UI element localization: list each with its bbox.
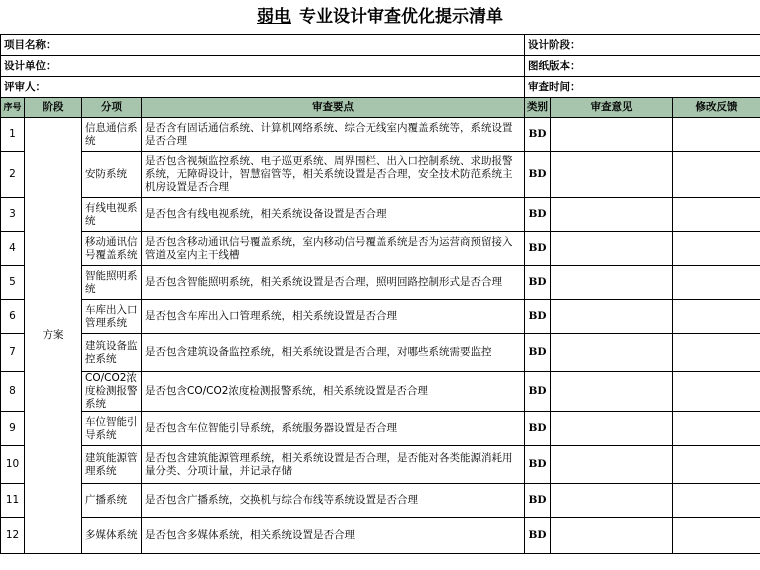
row-item: 移动通讯信号覆盖系统: [82, 232, 142, 266]
row-review-point: 是否含有固话通信系统、计算机网络系统、综合无线室内覆盖系统等，系统设置是否合理: [142, 118, 525, 152]
row-number: 10: [1, 446, 25, 484]
row-item: 广播系统: [82, 484, 142, 518]
row-category: BD: [525, 446, 551, 484]
table-row: [1, 266, 760, 300]
row-review-point: 是否包含移动通讯信号覆盖系统，室内移动信号覆盖系统是否为运营商预留接入管道及室内主干线槽: [142, 232, 525, 266]
row-number: 5: [1, 266, 25, 300]
row-number: 9: [1, 412, 25, 446]
row-number: 2: [1, 152, 25, 198]
row-category: BD: [525, 152, 551, 198]
table-row: [1, 484, 760, 518]
row-number: 7: [1, 334, 25, 372]
header-opinion: 审查意见: [551, 98, 673, 118]
header-row: [1, 98, 760, 118]
row-feedback-cell[interactable]: [673, 300, 760, 334]
row-review-point: 是否包含多媒体系统，相关系统设置是否合理: [142, 518, 525, 554]
row-review-point: 是否包含视频监控系统、电子巡更系统、周界围栏、出入口控制系统、求助报警系统，无障碍设计，智慧宿管等，相关系统设置是否合理，安全技术防范系统主机房设置是否合理: [142, 152, 525, 198]
row-category: BD: [525, 118, 551, 152]
table-row: [1, 152, 760, 198]
title-text: 专业设计审查优化提示清单: [299, 7, 503, 27]
row-item: 多媒体系统: [82, 518, 142, 554]
row-feedback-cell[interactable]: [673, 518, 760, 554]
title-discipline: 弱电: [257, 7, 291, 27]
row-review-point: 是否包含建筑能源管理系统，相关系统设置是否合理，是否能对各类能源消耗用量分类、分项计量，并记录存储: [142, 446, 525, 484]
row-opinion-cell[interactable]: [551, 446, 673, 484]
sheet-title: [0, 0, 760, 34]
table-row: [1, 232, 760, 266]
design-unit-label: 设计单位：: [1, 56, 525, 77]
table-row: [1, 300, 760, 334]
drawing-version-label: 图纸版本：: [525, 56, 760, 77]
table-row: [1, 372, 760, 412]
header-points: 审查要点: [142, 98, 525, 118]
row-item: 建筑能源管理系统: [82, 446, 142, 484]
row-feedback-cell[interactable]: [673, 232, 760, 266]
row-number: 6: [1, 300, 25, 334]
row-feedback-cell[interactable]: [673, 118, 760, 152]
row-category: BD: [525, 300, 551, 334]
info-row-2: [1, 56, 760, 77]
row-feedback-cell[interactable]: [673, 484, 760, 518]
row-opinion-cell[interactable]: [551, 118, 673, 152]
row-feedback-cell[interactable]: [673, 446, 760, 484]
header-category: 类别: [525, 98, 551, 118]
row-feedback-cell[interactable]: [673, 152, 760, 198]
row-item: 有线电视系统: [82, 198, 142, 232]
row-review-point: 是否包含广播系统，交换机与综合布线等系统设置是否合理: [142, 484, 525, 518]
review-table: [0, 34, 760, 554]
reviewer-label: 评审人：: [1, 77, 525, 98]
row-number: 12: [1, 518, 25, 554]
row-opinion-cell[interactable]: [551, 518, 673, 554]
row-opinion-cell[interactable]: [551, 232, 673, 266]
table-row: [1, 334, 760, 372]
row-category: BD: [525, 412, 551, 446]
row-feedback-cell[interactable]: [673, 334, 760, 372]
stage-cell: 方案: [25, 118, 82, 554]
info-row-3: [1, 77, 760, 98]
table-row: [1, 518, 760, 554]
row-number: 4: [1, 232, 25, 266]
design-stage-label: 设计阶段：: [525, 35, 760, 56]
table-row: [1, 412, 760, 446]
row-item: 信息通信系统: [82, 118, 142, 152]
row-opinion-cell[interactable]: [551, 300, 673, 334]
row-opinion-cell[interactable]: [551, 412, 673, 446]
row-category: BD: [525, 266, 551, 300]
row-review-point: 是否包含车位智能引导系统，系统服务器设置是否合理: [142, 412, 525, 446]
row-review-point: 是否包含有线电视系统，相关系统设备设置是否合理: [142, 198, 525, 232]
row-review-point: 是否包含智能照明系统，相关系统设置是否合理，照明回路控制形式是否合理: [142, 266, 525, 300]
row-feedback-cell[interactable]: [673, 266, 760, 300]
row-review-point: 是否包含车库出入口管理系统，相关系统设置是否合理: [142, 300, 525, 334]
row-item: 安防系统: [82, 152, 142, 198]
header-stage: 阶段: [25, 98, 82, 118]
row-item: 建筑设备监控系统: [82, 334, 142, 372]
info-row-1: [1, 35, 760, 56]
row-number: 1: [1, 118, 25, 152]
table-row: [1, 198, 760, 232]
row-opinion-cell[interactable]: [551, 484, 673, 518]
row-feedback-cell[interactable]: [673, 412, 760, 446]
row-category: BD: [525, 484, 551, 518]
review-time-label: 审查时间：: [525, 77, 760, 98]
row-item: 车位智能引导系统: [82, 412, 142, 446]
row-feedback-cell[interactable]: [673, 198, 760, 232]
header-item: 分项: [82, 98, 142, 118]
row-review-point: 是否包含CO/CO2浓度检测报警系统，相关系统设置是否合理: [142, 372, 525, 412]
row-number: 8: [1, 372, 25, 412]
row-review-point: 是否包含建筑设备监控系统，相关系统设置是否合理，对哪些系统需要监控: [142, 334, 525, 372]
header-no: 序号: [1, 98, 25, 118]
row-category: BD: [525, 372, 551, 412]
table-row: [1, 446, 760, 484]
table-row: [1, 118, 760, 152]
row-item: CO/CO2浓度检测报警系统: [82, 372, 142, 412]
row-category: BD: [525, 232, 551, 266]
row-category: BD: [525, 334, 551, 372]
row-category: BD: [525, 198, 551, 232]
row-opinion-cell[interactable]: [551, 372, 673, 412]
row-feedback-cell[interactable]: [673, 372, 760, 412]
header-feedback: 修改反馈: [673, 98, 760, 118]
row-category: BD: [525, 518, 551, 554]
project-name-label: 项目名称：: [1, 35, 525, 56]
row-item: 车库出入口管理系统: [82, 300, 142, 334]
row-number: 3: [1, 198, 25, 232]
row-item: 智能照明系统: [82, 266, 142, 300]
row-opinion-cell[interactable]: [551, 334, 673, 372]
row-opinion-cell[interactable]: [551, 198, 673, 232]
row-number: 11: [1, 484, 25, 518]
row-opinion-cell[interactable]: [551, 152, 673, 198]
row-opinion-cell[interactable]: [551, 266, 673, 300]
